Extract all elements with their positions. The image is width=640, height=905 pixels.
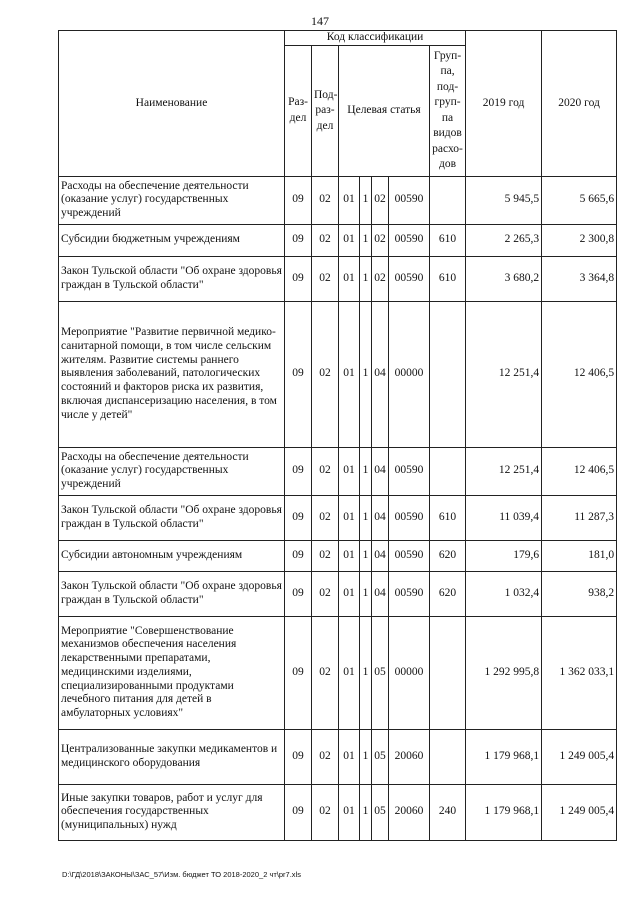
row-name: Закон Тульской области "Об охране здоровья граждан в Тульской области" bbox=[59, 571, 285, 616]
razdel-cell: 09 bbox=[285, 176, 312, 224]
amount-2020: 11 287,3 bbox=[542, 495, 617, 540]
header-podrazdel-text: Под- раз- дел bbox=[314, 88, 338, 132]
amount-2019: 11 039,4 bbox=[466, 495, 542, 540]
header-row bbox=[59, 31, 617, 46]
row-name: Расходы на обеспечение деятельности (оказание услуг) государственных учреждений bbox=[59, 447, 285, 495]
cs-program-cell: 01 bbox=[339, 495, 360, 540]
razdel-cell: 09 bbox=[285, 540, 312, 571]
amount-2020: 3 364,8 bbox=[542, 256, 617, 301]
header-celevaya: Целевая статья bbox=[339, 45, 430, 176]
header-razdel bbox=[285, 45, 312, 176]
cs-type-cell: 1 bbox=[360, 224, 372, 256]
table-row bbox=[59, 616, 617, 729]
vr-cell bbox=[430, 176, 466, 224]
header-code: Код классификации bbox=[285, 31, 466, 46]
podrazdel-cell: 02 bbox=[312, 495, 339, 540]
table-row bbox=[59, 571, 617, 616]
cs-direction-cell: 00590 bbox=[389, 447, 430, 495]
podrazdel-cell: 02 bbox=[312, 447, 339, 495]
cs-direction-cell: 00590 bbox=[389, 540, 430, 571]
amount-2019: 3 680,2 bbox=[466, 256, 542, 301]
amount-2019: 1 179 968,1 bbox=[466, 729, 542, 784]
cs-type-cell: 1 bbox=[360, 540, 372, 571]
amount-2019: 12 251,4 bbox=[466, 301, 542, 447]
cs-type-cell: 1 bbox=[360, 571, 372, 616]
table-row bbox=[59, 256, 617, 301]
amount-2019: 1 032,4 bbox=[466, 571, 542, 616]
cs-event-cell: 04 bbox=[372, 301, 389, 447]
cs-program-cell: 01 bbox=[339, 301, 360, 447]
cs-program-cell: 01 bbox=[339, 540, 360, 571]
table-row bbox=[59, 447, 617, 495]
razdel-cell: 09 bbox=[285, 256, 312, 301]
cs-program-cell: 01 bbox=[339, 224, 360, 256]
header-name: Наименование bbox=[59, 31, 285, 177]
vr-cell bbox=[430, 301, 466, 447]
cs-direction-cell: 20060 bbox=[389, 729, 430, 784]
cs-program-cell: 01 bbox=[339, 256, 360, 301]
cs-program-cell: 01 bbox=[339, 447, 360, 495]
header-podrazdel bbox=[312, 45, 339, 176]
table-row bbox=[59, 784, 617, 840]
cs-event-cell: 02 bbox=[372, 224, 389, 256]
cs-event-cell: 02 bbox=[372, 176, 389, 224]
table-row bbox=[59, 224, 617, 256]
podrazdel-cell: 02 bbox=[312, 571, 339, 616]
cs-type-cell: 1 bbox=[360, 176, 372, 224]
amount-2019: 179,6 bbox=[466, 540, 542, 571]
amount-2020: 12 406,5 bbox=[542, 447, 617, 495]
cs-program-cell: 01 bbox=[339, 784, 360, 840]
row-name: Мероприятие "Развитие первичной медико-санитарной помощи, в том числе сельским жителям. Развитие системы раннего выявления заболеваний, патологических состояний и факторов риска их развития, включая диспансеризацию населения, в том числе у детей" bbox=[59, 301, 285, 447]
header-2020: 2020 год bbox=[542, 31, 617, 177]
cs-type-cell: 1 bbox=[360, 495, 372, 540]
razdel-cell: 09 bbox=[285, 616, 312, 729]
cs-direction-cell: 00000 bbox=[389, 616, 430, 729]
vr-cell: 620 bbox=[430, 571, 466, 616]
table-row bbox=[59, 176, 617, 224]
cs-direction-cell: 00000 bbox=[389, 301, 430, 447]
row-name: Закон Тульской области "Об охране здоровья граждан в Тульской области" bbox=[59, 495, 285, 540]
podrazdel-cell: 02 bbox=[312, 784, 339, 840]
amount-2020: 2 300,8 bbox=[542, 224, 617, 256]
amount-2020: 1 362 033,1 bbox=[542, 616, 617, 729]
razdel-cell: 09 bbox=[285, 571, 312, 616]
cs-program-cell: 01 bbox=[339, 571, 360, 616]
amount-2020: 5 665,6 bbox=[542, 176, 617, 224]
razdel-cell: 09 bbox=[285, 301, 312, 447]
amount-2019: 5 945,5 bbox=[466, 176, 542, 224]
cs-event-cell: 05 bbox=[372, 784, 389, 840]
table-row bbox=[59, 301, 617, 447]
budget-table bbox=[58, 30, 617, 841]
cs-type-cell: 1 bbox=[360, 729, 372, 784]
cs-direction-cell: 20060 bbox=[389, 784, 430, 840]
cs-program-cell: 01 bbox=[339, 729, 360, 784]
cs-direction-cell: 00590 bbox=[389, 571, 430, 616]
vr-cell bbox=[430, 447, 466, 495]
row-name: Субсидии автономным учреждениям bbox=[59, 540, 285, 571]
cs-type-cell: 1 bbox=[360, 784, 372, 840]
amount-2020: 938,2 bbox=[542, 571, 617, 616]
cs-event-cell: 04 bbox=[372, 540, 389, 571]
table-row bbox=[59, 729, 617, 784]
podrazdel-cell: 02 bbox=[312, 224, 339, 256]
cs-event-cell: 05 bbox=[372, 616, 389, 729]
vr-cell: 620 bbox=[430, 540, 466, 571]
vr-cell bbox=[430, 616, 466, 729]
podrazdel-cell: 02 bbox=[312, 301, 339, 447]
row-name: Централизованные закупки медикаментов и медицинского оборудования bbox=[59, 729, 285, 784]
amount-2020: 181,0 bbox=[542, 540, 617, 571]
cs-program-cell: 01 bbox=[339, 176, 360, 224]
podrazdel-cell: 02 bbox=[312, 256, 339, 301]
vr-cell: 610 bbox=[430, 224, 466, 256]
row-name: Субсидии бюджетным учреждениям bbox=[59, 224, 285, 256]
amount-2019: 1 179 968,1 bbox=[466, 784, 542, 840]
file-path-footer: D:\ГД\2018\ЗАКОНЫ\ЗАС_57\Изм. бюджет ТО 2018-2020_2 чт\pr7.xls bbox=[62, 870, 301, 879]
podrazdel-cell: 02 bbox=[312, 616, 339, 729]
table-row bbox=[59, 540, 617, 571]
cs-type-cell: 1 bbox=[360, 256, 372, 301]
header-gruppa-text: Груп- па, под- груп- па видов расхо- дов bbox=[432, 49, 463, 171]
table-row bbox=[59, 495, 617, 540]
cs-direction-cell: 00590 bbox=[389, 495, 430, 540]
header-2019: 2019 год bbox=[466, 31, 542, 177]
cs-event-cell: 04 bbox=[372, 571, 389, 616]
amount-2019: 12 251,4 bbox=[466, 447, 542, 495]
amount-2019: 2 265,3 bbox=[466, 224, 542, 256]
vr-cell: 240 bbox=[430, 784, 466, 840]
row-name: Расходы на обеспечение деятельности (оказание услуг) государственных учреждений bbox=[59, 176, 285, 224]
cs-program-cell: 01 bbox=[339, 616, 360, 729]
podrazdel-cell: 02 bbox=[312, 729, 339, 784]
row-name: Мероприятие "Совершенствование механизмов обеспечения населения лекарственными препаратами, медицинскими изделиями, специализированными продуктами лечебного питания для детей в амбулаторных условиях" bbox=[59, 616, 285, 729]
cs-type-cell: 1 bbox=[360, 447, 372, 495]
amount-2020: 1 249 005,4 bbox=[542, 729, 617, 784]
podrazdel-cell: 02 bbox=[312, 540, 339, 571]
cs-event-cell: 05 bbox=[372, 729, 389, 784]
vr-cell bbox=[430, 729, 466, 784]
podrazdel-cell: 02 bbox=[312, 176, 339, 224]
header-gruppa bbox=[430, 45, 466, 176]
cs-type-cell: 1 bbox=[360, 301, 372, 447]
amount-2020: 12 406,5 bbox=[542, 301, 617, 447]
cs-event-cell: 04 bbox=[372, 495, 389, 540]
cs-type-cell: 1 bbox=[360, 616, 372, 729]
razdel-cell: 09 bbox=[285, 729, 312, 784]
razdel-cell: 09 bbox=[285, 447, 312, 495]
row-name: Закон Тульской области "Об охране здоровья граждан в Тульской области" bbox=[59, 256, 285, 301]
page-number: 147 bbox=[311, 14, 329, 28]
cs-direction-cell: 00590 bbox=[389, 224, 430, 256]
razdel-cell: 09 bbox=[285, 224, 312, 256]
cs-event-cell: 04 bbox=[372, 447, 389, 495]
vr-cell: 610 bbox=[430, 256, 466, 301]
amount-2020: 1 249 005,4 bbox=[542, 784, 617, 840]
cs-direction-cell: 00590 bbox=[389, 256, 430, 301]
cs-event-cell: 02 bbox=[372, 256, 389, 301]
amount-2019: 1 292 995,8 bbox=[466, 616, 542, 729]
vr-cell: 610 bbox=[430, 495, 466, 540]
razdel-cell: 09 bbox=[285, 784, 312, 840]
cs-direction-cell: 00590 bbox=[389, 176, 430, 224]
header-razdel-text: Раз- дел bbox=[288, 96, 308, 124]
row-name: Иные закупки товаров, работ и услуг для обеспечения государственных (муниципальных) нужд bbox=[59, 784, 285, 840]
razdel-cell: 09 bbox=[285, 495, 312, 540]
